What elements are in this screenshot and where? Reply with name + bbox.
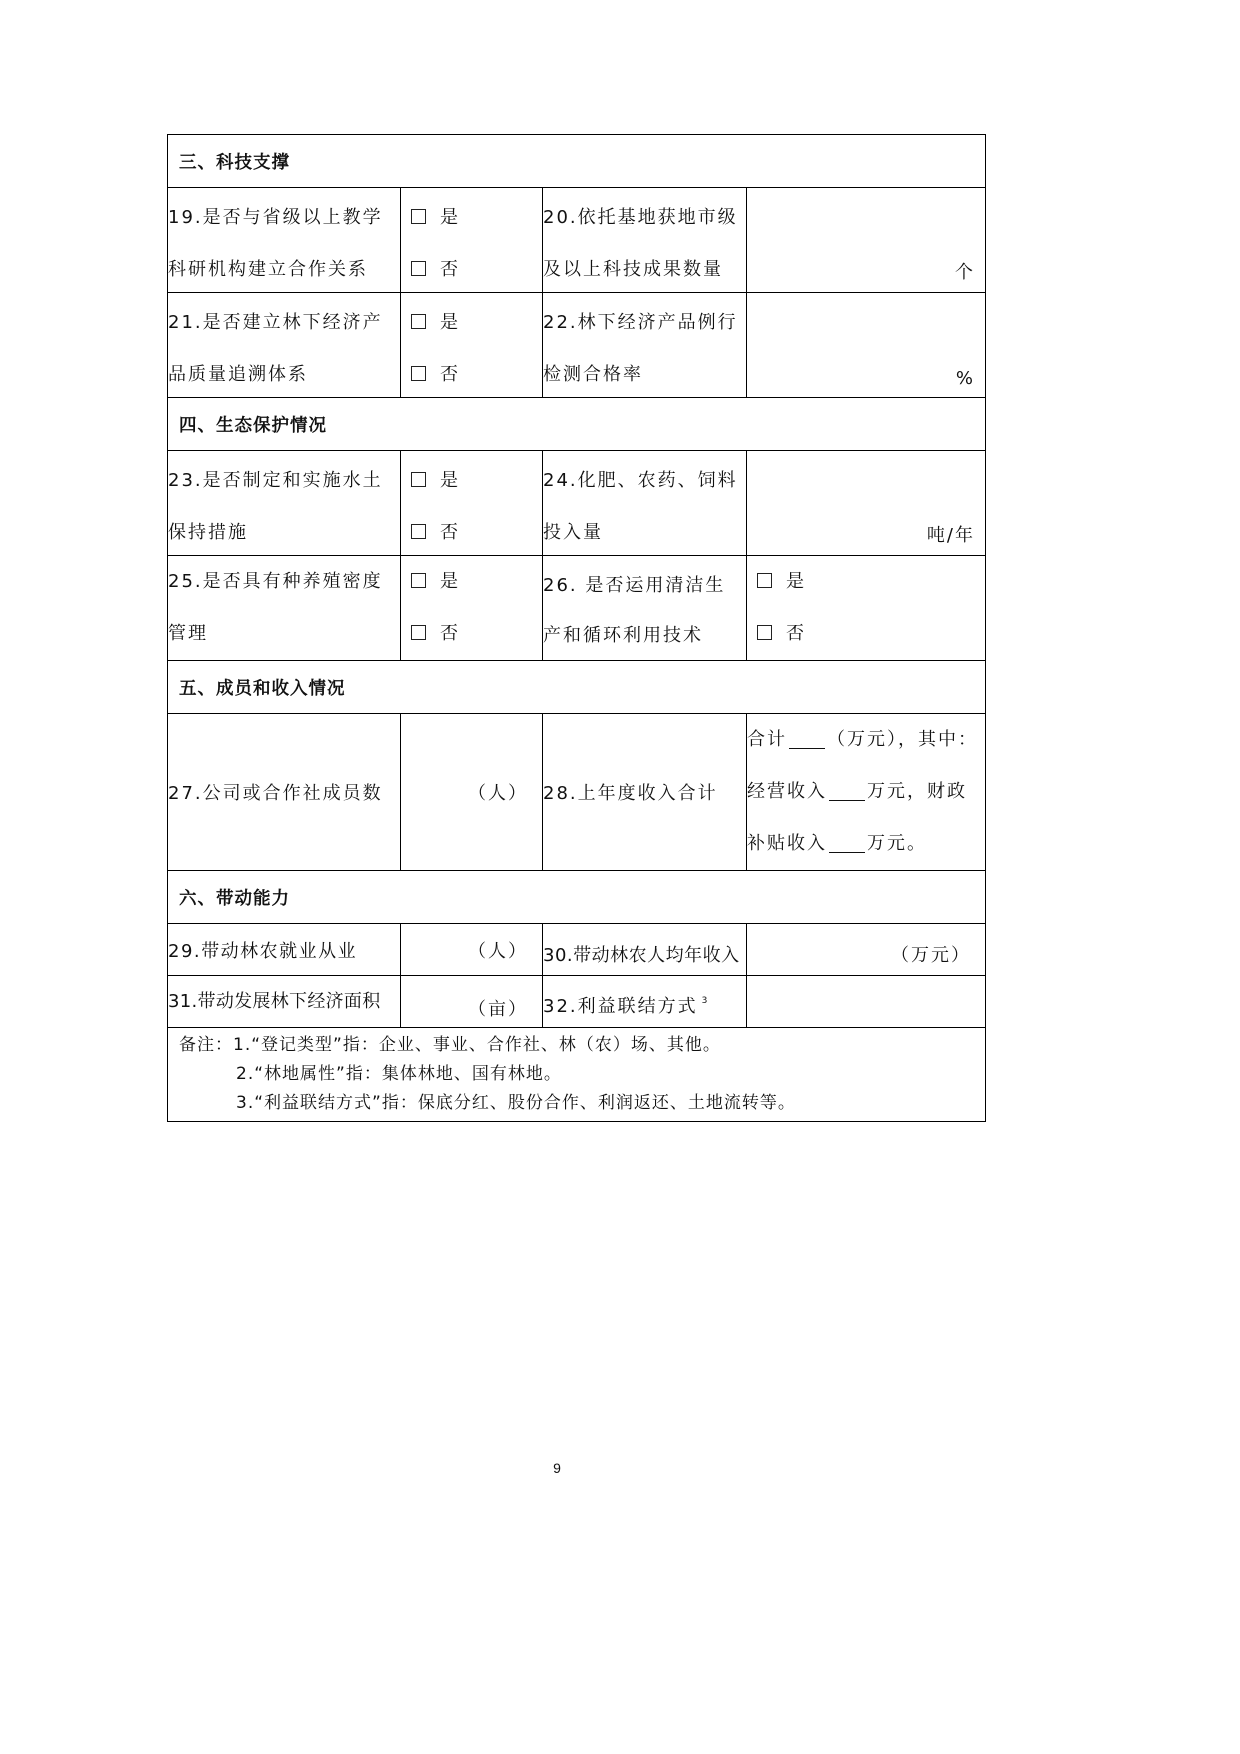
question-31: 31.带动发展林下经济面积 [168,976,401,1028]
question-30: 30.带动林农人均年收入 [543,924,747,976]
note-2: 2.“林地属性”指：集体林地、国有林地。 [236,1064,562,1084]
unit-label: （人） [468,783,528,804]
subsidy-income-blank[interactable] [829,834,865,853]
section-header-ecology [168,398,986,451]
section-title: 五、成员和收入情况 [179,678,346,699]
unit-label: （万元） [891,944,971,966]
question-19: 19.是否与省级以上教学 科研机构建立合作关系 [168,188,401,293]
option-yes[interactable]: 是 [747,556,985,608]
question-27: 27.公司或合作社成员数 [168,714,401,871]
section-title: 四、生态保护情况 [179,415,327,436]
note-1: 备注：1.“登记类型”指：企业、事业、合作社、林（农）场、其他。 [179,1035,721,1055]
answer-23-checkboxes [401,451,543,556]
option-no[interactable]: 否 [401,345,542,397]
section-header-driving-capacity [168,871,986,924]
option-yes[interactable]: 是 [401,293,542,345]
notes-row [168,1028,986,1122]
answer-31-field[interactable] [401,976,543,1028]
option-no[interactable]: 否 [747,608,985,660]
checkbox-icon[interactable] [411,472,426,487]
option-yes[interactable]: 是 [401,556,542,608]
unit-label: （人） [468,940,528,962]
question-24: 24.化肥、农药、饲料 投入量 [543,451,747,556]
operating-income-blank[interactable] [829,782,865,801]
answer-22-field[interactable] [747,293,986,398]
form-row-19-20 [168,188,986,293]
question-26: 26. 是否运用清洁生 产和循环利用技术 [543,556,747,661]
question-20: 20.依托基地获地市级 及以上科技成果数量 [543,188,747,293]
form-row-23-24 [168,451,986,556]
question-28: 28.上年度收入合计 [543,714,747,871]
notes-cell [168,1028,986,1122]
checkbox-icon[interactable] [411,314,426,329]
checkbox-icon[interactable] [411,366,426,381]
form-row-31-32 [168,976,986,1028]
checkbox-icon[interactable] [757,625,772,640]
form-row-27-28 [168,714,986,871]
application-form-table [167,134,986,1122]
answer-26-checkboxes [747,556,986,661]
unit-label: （亩） [468,998,528,1020]
answer-27-field[interactable] [401,714,543,871]
section-title: 六、带动能力 [179,888,290,909]
answer-19-checkboxes [401,188,543,293]
question-23: 23.是否制定和实施水土 保持措施 [168,451,401,556]
answer-28-fields: 合计 （万元），其中： 经营收入 万元，财政 补贴收入 万元。 [747,714,986,871]
checkbox-icon[interactable] [411,261,426,276]
checkbox-icon[interactable] [411,524,426,539]
answer-20-field[interactable] [747,188,986,293]
section-header-members-income [168,661,986,714]
answer-32-field[interactable] [747,976,986,1028]
section-header-tech-support [168,135,986,188]
question-21: 21.是否建立林下经济产 品质量追溯体系 [168,293,401,398]
checkbox-icon[interactable] [411,625,426,640]
form-row-29-30 [168,924,986,976]
unit-label: 吨/年 [926,525,975,546]
note-3: 3.“利益联结方式”指：保底分红、股份合作、利润返还、土地流转等。 [236,1093,796,1113]
unit-label: % [955,368,975,389]
page-number: 9 [553,1460,561,1476]
answer-29-field[interactable] [401,924,543,976]
checkbox-icon[interactable] [411,209,426,224]
option-yes[interactable]: 是 [401,188,542,240]
answer-25-checkboxes [401,556,543,661]
option-no[interactable]: 否 [401,608,542,660]
form-row-25-26 [168,556,986,661]
question-32: 32.利益联结方式 $^3$ [543,976,747,1028]
answer-21-checkboxes [401,293,543,398]
form-row-21-22 [168,293,986,398]
question-29: 29.带动林农就业从业 [168,924,401,976]
option-no[interactable]: 否 [401,503,542,555]
option-yes[interactable]: 是 [401,451,542,503]
question-22: 22.林下经济产品例行 检测合格率 [543,293,747,398]
checkbox-icon[interactable] [757,573,772,588]
answer-24-field[interactable] [747,451,986,556]
unit-label: 个 [955,262,975,283]
section-title: 三、科技支撑 [179,152,290,173]
answer-30-field[interactable] [747,924,986,976]
footnote-marker: 3 [701,995,708,1006]
checkbox-icon[interactable] [411,573,426,588]
total-income-blank[interactable] [789,730,825,749]
option-no[interactable]: 否 [401,240,542,292]
question-25: 25.是否具有种养殖密度 管理 [168,556,401,661]
